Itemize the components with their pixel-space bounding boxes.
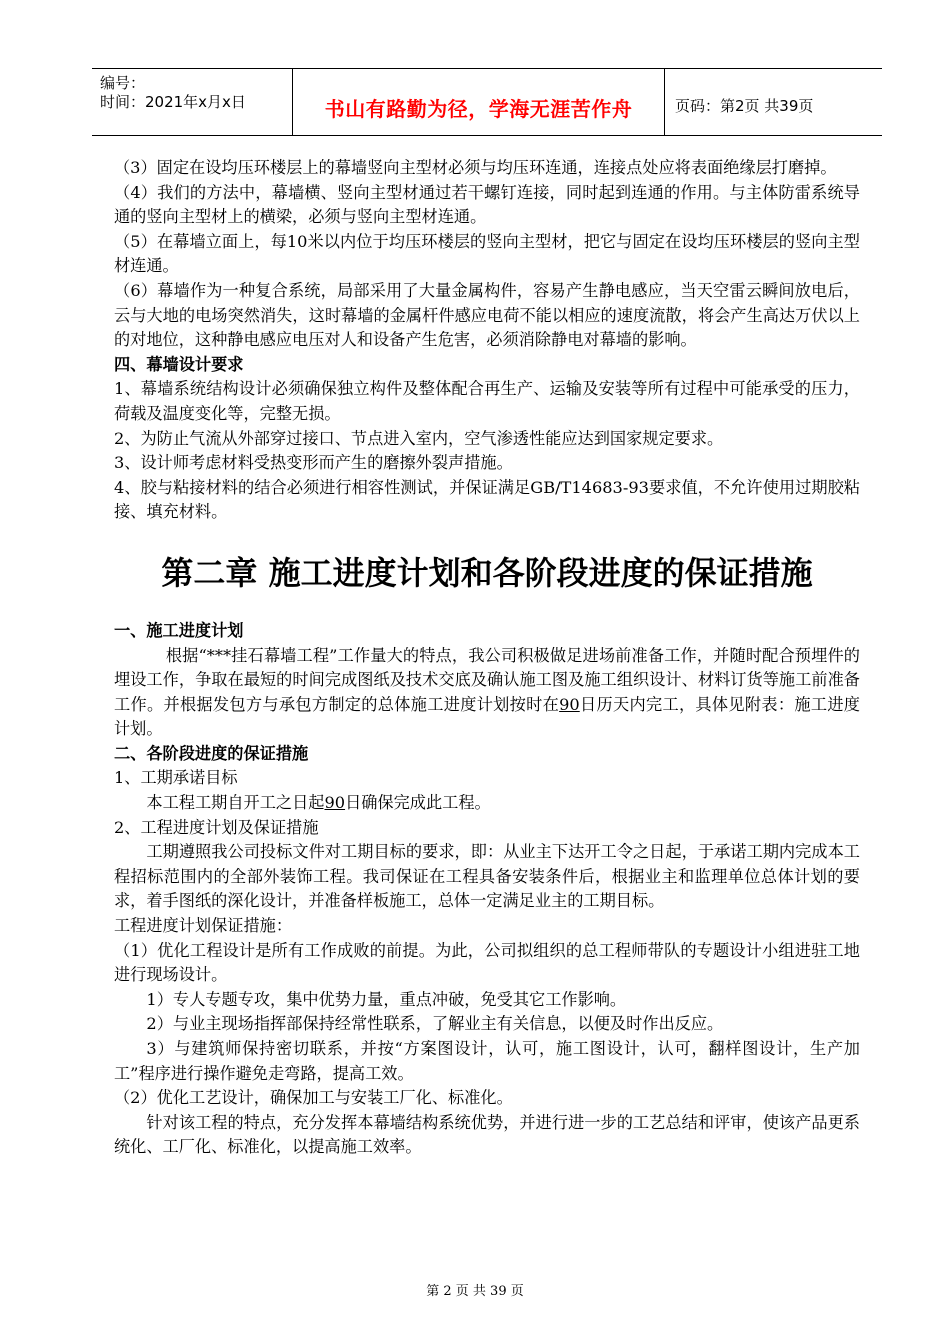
- list-item: 3、设计师考虑材料受热变形而产生的磨擦外裂声措施。: [114, 453, 513, 473]
- paragraph: （5）在幕墙立面上，每10米以内位于均压环楼层的竖向主型材，把它与固定在设均压环楼层的竖向主型材连通。: [114, 231, 860, 276]
- goal-days: 90: [324, 793, 346, 813]
- section-heading: 二、各阶段进度的保证措施: [114, 743, 309, 763]
- section-heading: 四、幕墙设计要求: [114, 354, 244, 374]
- paragraph: 工期遵照我公司投标文件对工期目标的要求，即：从业主下达开工令之日起，于承诺工期内完成本工程招标范围内的全部外装饰工程。我司保证在工程具备安装条件后，根据业主和监理单位总体计划的要求，着手图纸的深化设计，并准备样板施工，总体一定满足业主的工期目标。: [114, 842, 860, 911]
- section-heading: 一、施工进度计划: [114, 620, 244, 640]
- document-body: [114, 156, 860, 1160]
- paragraph: （3）固定在设均压环楼层上的幕墙竖向主型材必须与均压环连通，连接点处应将表面绝缘层打磨掉。: [114, 158, 837, 177]
- paragraph: （6）幕墙作为一种复合系统，局部采用了大量金属构件，容易产生静电感应，当天空雷云瞬间放电后，云与大地的电场突然消失，这时幕墙的金属杆件感应电荷不能以相应的速度流散，将会产生高达万伏以上的对地位，这种静电感应电压对人和设备产生危害，必须消除静电对幕墙的影响。: [114, 280, 860, 350]
- paragraph: 针对该工程的特点，充分发挥本幕墙结构系统优势，并进行进一步的工艺总结和评审，使该产品更系统化、工厂化、标准化，以提高施工效率。: [114, 1112, 860, 1157]
- serial-label: 编号：: [100, 74, 146, 92]
- list-item: 1）专人专题专攻，集中优势力量，重点冲破，免受其它工作影响。: [146, 989, 627, 1009]
- plan-text-b: 日历天内完工，具体见附表：施工进度计划。: [114, 694, 860, 739]
- subheading: 1、工期承诺目标: [114, 768, 238, 788]
- goal-text-a: 本工程工期自开工之日起: [146, 793, 325, 813]
- list-item: （1）优化工程设计是所有工作成败的前提。为此，公司拟组织的总工程师带队的专题设计小组进驻工地进行现场设计。: [114, 940, 860, 985]
- plan-days: 90: [559, 694, 580, 714]
- list-item: （2）优化工艺设计，确保加工与安装工厂化、标准化。: [114, 1088, 513, 1108]
- header-meta-cell: [92, 69, 293, 135]
- page-footer: 第 2 页 共 39 页: [426, 1284, 524, 1299]
- list-item: 2、为防止气流从外部穿过接口、节点进入室内，空气渗透性能应达到国家规定要求。: [114, 428, 724, 448]
- header-motto-cell: [293, 69, 665, 135]
- subheading: 2、工程进度计划及保证措施: [114, 817, 319, 837]
- page-label: 页码：第2页 共39页: [675, 97, 814, 115]
- list-item: 3）与建筑师保持密切联系，并按“方案图设计，认可，施工图设计，认可，翻样图设计，生产加工”程序进行操作避免走弯路，提高工效。: [114, 1039, 860, 1083]
- paragraph: （4）我们的方法中，幕墙横、竖向主型材通过若干螺钉连接，同时起到连通的作用。与主体防雷系统导通的竖向主型材上的横梁，必须与竖向主型材连通。: [114, 182, 860, 227]
- list-title: 工程进度计划保证措施：: [114, 916, 293, 936]
- chapter-title: 第二章 施工进度计划和各阶段进度的保证措施: [161, 553, 813, 592]
- paragraph: [114, 791, 860, 816]
- list-item: 2）与业主现场指挥部保持经常性联系，了解业主有关信息，以便及时作出反应。: [146, 1014, 724, 1034]
- page-header: [92, 68, 882, 136]
- paragraph: [114, 644, 860, 742]
- plan-text-a: 根据“***挂石幕墙工程”工作量大的特点，我公司积极做足进场前准备工作，并随时配合预埋件的埋设工作，争取在最短的时间完成图纸及技术交底及确认施工图及施工组织设计、材料订货等施工前准备工作。并根据发包方与承包方制定的总体施工进度计划按时在: [114, 645, 860, 714]
- goal-text-b: 日确保完成此工程。: [345, 793, 491, 813]
- motto: 书山有路勤为径，学海无涯苦作舟: [324, 97, 633, 121]
- list-item: 4、胶与粘接材料的结合必须进行相容性测试，并保证满足GB/T14683-93要求值，不允许使用过期胶粘接、填充材料。: [114, 477, 860, 522]
- header-page-cell: [665, 69, 882, 135]
- time-label: 时间：2021年x月x日: [100, 93, 246, 111]
- list-item: 1、幕墙系统结构设计必须确保独立构件及整体配合再生产、运输及安装等所有过程中可能承受的压力，荷载及温度变化等，完整无损。: [114, 379, 860, 423]
